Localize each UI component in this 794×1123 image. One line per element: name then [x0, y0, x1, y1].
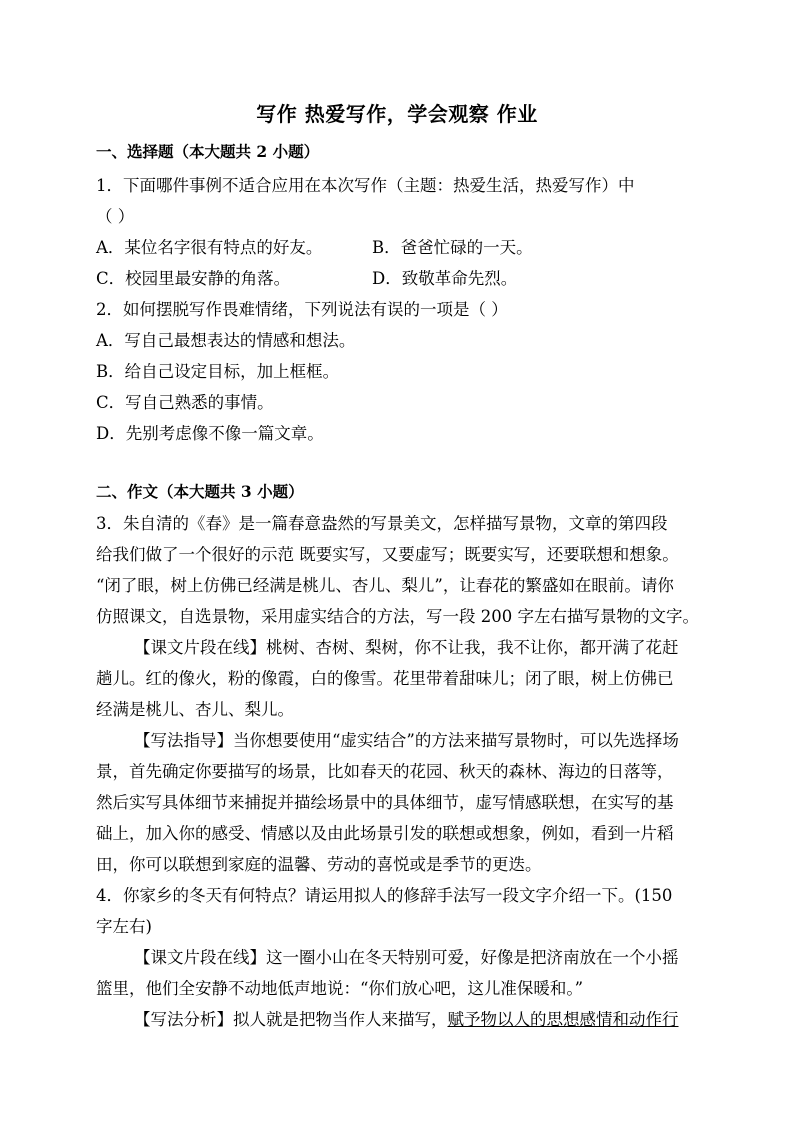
page-title: 写作 热爱写作，学会观察 作业 — [256, 102, 538, 126]
question-2-stem: 2．如何摆脱写作畏难情绪，下列说法有误的一项是（ ） — [96, 300, 508, 319]
section-heading-composition: 二、作文（本大题共 3 小题） — [96, 482, 304, 501]
question-3-line: 给我们做了一个很好的示范 既要实写，又要虚写；既要实写，还要联想和想象。 — [96, 545, 679, 564]
question-1-blank: （ ） — [96, 207, 135, 226]
question-4-line: 字左右) — [96, 917, 152, 936]
question-2-option-d: D．先别考虑像不像一篇文章。 — [96, 424, 324, 443]
question-4-analysis-underlined: 赋予物以人的思想感情和动作行 — [447, 1010, 679, 1029]
question-2-option-a: A．写自己最想表达的情感和想法。 — [96, 331, 356, 350]
question-4-excerpt-line: 篮里，他们全安静不动地低声地说：“你们放心吧，这儿准保暖和。” — [96, 979, 584, 998]
question-1-option-b: B．爸爸忙碌的一天。 — [372, 238, 533, 257]
question-3-guide-line: 然后实写具体细节来捕捉并描绘场景中的具体细节，虚写情感联想，在实写的基 — [96, 793, 674, 812]
section-heading-choice: 一、选择题（本大题共 2 小题） — [96, 142, 320, 161]
question-2-option-b: B．给自己设定目标，加上框框。 — [96, 362, 340, 381]
question-3-line: “闭了眼，树上仿佛已经满是桃儿、杏儿、梨儿”，让春花的繁盛如在眼前。请你 — [96, 576, 674, 595]
question-3-excerpt-line: 【课文片段在线】桃树、杏树、梨树，你不让我，我不让你，都开满了花赶 — [134, 638, 679, 657]
question-4-line: 4．你家乡的冬天有何特点？请运用拟人的修辞手法写一段文字介绍一下。(150 — [96, 886, 673, 905]
question-3-guide-line: 【写法指导】当你想要使用“虚实结合”的方法来描写景物时，可以先选择场 — [134, 731, 679, 750]
question-1-stem: 1．下面哪件事例不适合应用在本次写作（主题：热爱生活，热爱写作）中 — [96, 176, 635, 195]
question-4-analysis-text: 【写法分析】拟人就是把物当作人来描写， — [134, 1010, 448, 1029]
question-4-excerpt-line: 【课文片段在线】这一圈小山在冬天特别可爱，好像是把济南放在一个小摇 — [134, 948, 679, 967]
question-3-line: 仿照课文，自选景物，采用虚实结合的方法，写一段 200 字左右描写景物的文字。 — [96, 607, 699, 626]
question-3-guide-line: 田，你可以联想到家庭的温馨、劳动的喜悦或是季节的更迭。 — [96, 855, 542, 874]
question-4-analysis-line — [134, 1006, 716, 1030]
question-1-option-c: C．校园里最安静的角落。 — [96, 269, 291, 288]
question-3-guide-line: 础上，加入你的感受、情感以及由此场景引发的联想或想象，例如，看到一片稻 — [96, 824, 674, 843]
question-3-line: 3．朱自清的《春》是一篇春意盎然的写景美文，怎样描写景物，文章的第四段 — [96, 514, 668, 533]
question-1-option-d: D．致敬革命先烈。 — [372, 269, 518, 288]
question-2-option-c: C．写自己熟悉的事情。 — [96, 393, 274, 412]
question-1-option-a: A．某位名字很有特点的好友。 — [96, 238, 323, 257]
question-3-excerpt-line: 经满是桃儿、杏儿、梨儿。 — [96, 700, 294, 719]
question-3-excerpt-line: 趟儿。红的像火，粉的像霞，白的像雪。花里带着甜味儿；闭了眼，树上仿佛已 — [96, 669, 674, 688]
question-3-guide-line: 景，首先确定你要描写的场景，比如春天的花园、秋天的森林、海边的日落等， — [96, 762, 674, 781]
